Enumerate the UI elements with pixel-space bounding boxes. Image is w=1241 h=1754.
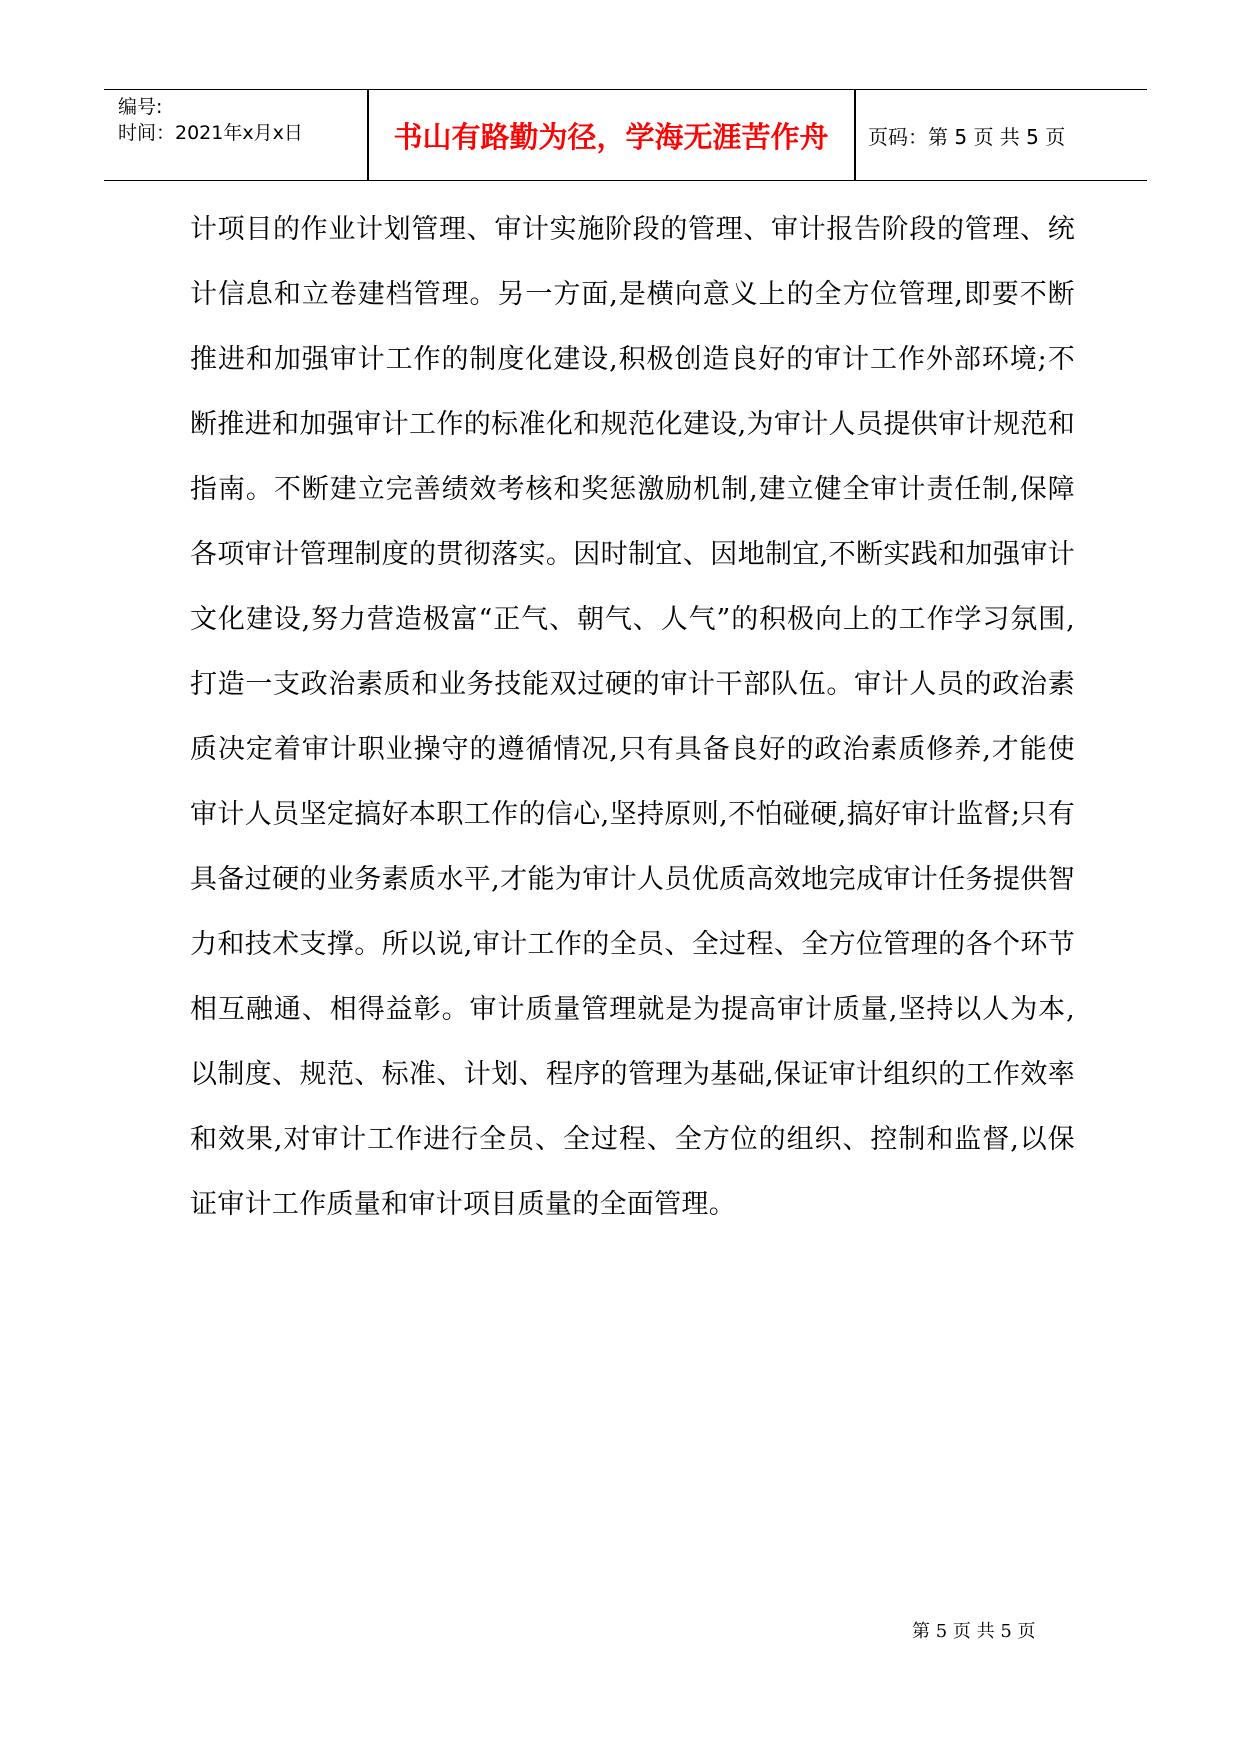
document-header (104, 89, 1147, 181)
page-footer: 第 5 页 共 5 页 (912, 1621, 1036, 1642)
document-number-label: 编号: (118, 96, 163, 118)
header-motto: 书山有路勤为径，学海无涯苦作舟 (393, 119, 829, 154)
header-page-info: 页码：第 5 页 共 5 页 (868, 124, 1066, 149)
body-paragraph: 计项目的作业计划管理、审计实施阶段的管理、审计报告阶段的管理、统计信息和立卷建档管理。另一方面,是横向意义上的全方位管理,即要不断推进和加强审计工作的制度化建设,积极创造良好的审计工作外部环境;不断推进和加强审计工作的标准化和规范化建设,为审计人员提供审计规范和指南。不断建立完善绩效考核和奖惩激励机制,建立健全审计责任制,保障各项审计管理制度的贯彻落实。因时制宜、因地制宜,不断实践和加强审计文化建设,努力营造极富“正气、朝气、人气”的积极向上的工作学习氛围,打造一支政治素质和业务技能双过硬的审计干部队伍。审计人员的政治素质决定着审计职业操守的遵循情况,只有具备良好的政治素质修养,才能使审计人员坚定搞好本职工作的信心,坚持原则,不怕碰硬,搞好审计监督;只有具备过硬的业务素质水平,才能为审计人员优质高效地完成审计任务提供智力和技术支撑。所以说,审计工作的全员、全过程、全方位管理的各个环节相互融通、相得益彰。审计质量管理就是为提高审计质量,坚持以人为本,以制度、规范、标准、计划、程序的管理为基础,保证审计组织的工作效率和效果,对审计工作进行全员、全过程、全方位的组织、控制和监督,以保证审计工作质量和审计项目质量的全面管理。 (190, 214, 1075, 1220)
document-time-label: 时间：2021年x月x日 (118, 122, 303, 144)
header-meta (118, 94, 368, 146)
header-divider-right (854, 90, 856, 180)
